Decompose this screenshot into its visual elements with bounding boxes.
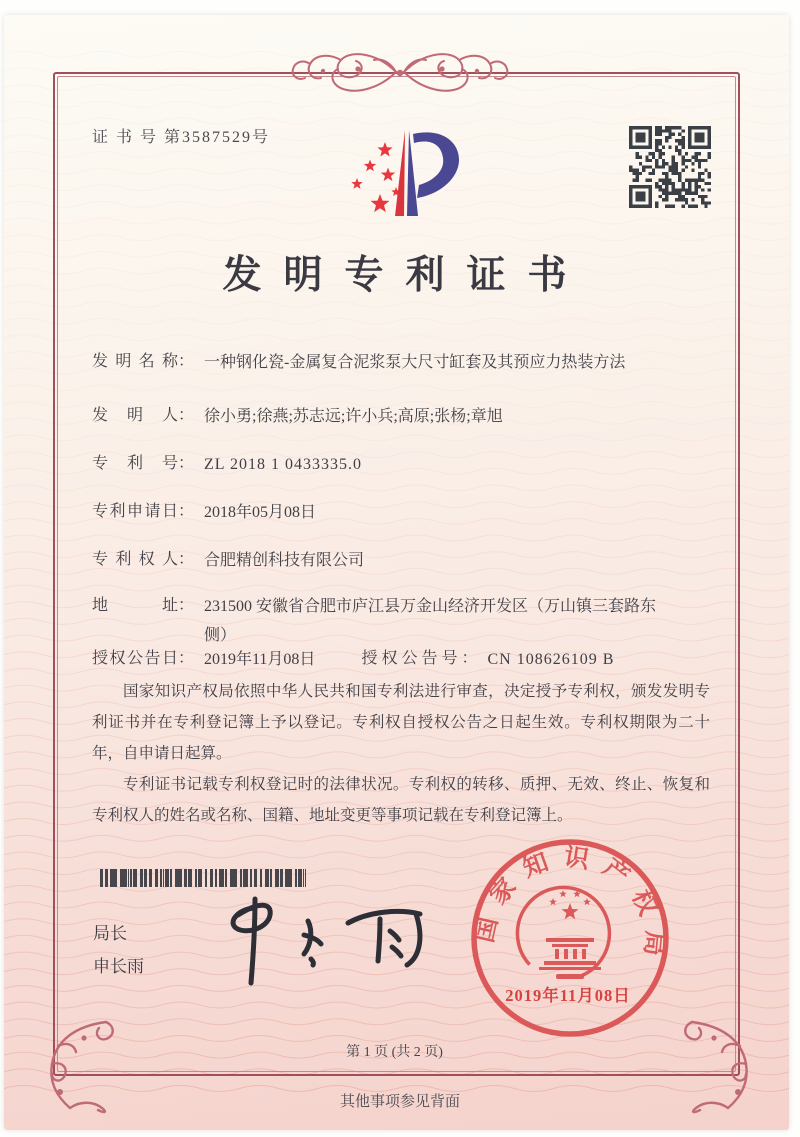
- barcode: [100, 869, 306, 887]
- certificate-number: 证 书 号 第3587529号: [92, 129, 271, 146]
- qr-code: [629, 126, 711, 208]
- field-value: 一种钢化瓷-金属复合泥浆泵大尺寸缸套及其预应力热装方法: [204, 354, 626, 371]
- signer-block: [93, 917, 144, 983]
- field-row-patentee: [92, 546, 717, 575]
- seal-date: 2019年11月08日: [505, 986, 631, 1005]
- cnipa-logo: [333, 124, 485, 228]
- back-side-note: 其他事项参见背面: [339, 1094, 460, 1110]
- legal-paragraph: 国家知识产权局依照中华人民共和国专利法进行审查，决定授予专利权，颁发发明专利证书并在专利登记簿上予以登记。专利权自授权公告之日起生效。专利权期限为二十年，自申请日起算。: [92, 683, 710, 762]
- signer-title: 局长: [93, 924, 127, 943]
- field-label: 授权公告日: [92, 650, 178, 667]
- field-value: 合肥精创科技有限公司: [204, 552, 365, 569]
- field-value: ZL 2018 1 0433335.0: [204, 456, 362, 473]
- field-label: 专利号: [92, 455, 178, 472]
- field-colon: ：: [178, 650, 195, 667]
- field-row-inventors: [92, 402, 717, 431]
- field-row-invention-name: [92, 348, 717, 377]
- field-colon: ：: [461, 650, 478, 667]
- field-colon: ：: [178, 455, 195, 472]
- field-label: 地址: [92, 597, 178, 614]
- field-row-address: [92, 592, 717, 650]
- field-colon: ：: [178, 597, 195, 614]
- field-label: 专利权人: [92, 551, 178, 568]
- field-label: 专利申请日: [92, 503, 178, 520]
- logo-p-bowl: [413, 132, 459, 198]
- logo-red-wedge: [395, 130, 405, 216]
- field-colon: ：: [178, 503, 195, 520]
- field-colon: ：: [178, 551, 195, 568]
- seal-org-text: 国家知识产权局: [471, 843, 669, 970]
- certificate-title: 发明专利证书: [222, 254, 589, 297]
- field-row-patent-number: [92, 450, 717, 479]
- field-value: 2019年11月08日: [204, 651, 316, 668]
- field-label: 授权公告号: [361, 650, 462, 667]
- signer-name: 申长雨: [93, 957, 144, 976]
- field-colon: ：: [178, 353, 195, 370]
- legal-text: [92, 676, 710, 831]
- field-row-grant-date-number: [92, 645, 717, 674]
- legal-paragraph: 专利证书记载专利权登记时的法律状况。专利权的转移、质押、无效、终止、恢复和专利权人的姓名或名称、国籍、地址变更等事项记载在专利登记簿上。: [92, 776, 710, 824]
- page-number: 第 1 页 (共 2 页): [346, 1045, 443, 1060]
- field-label: 发明人: [92, 407, 178, 424]
- field-colon: ：: [178, 407, 195, 424]
- field-label: 发明名称: [92, 353, 178, 370]
- field-value: 2018年05月08日: [204, 504, 317, 521]
- field-value: 徐小勇;徐燕;苏志远;许小兵;高原;张杨;章旭: [204, 408, 503, 425]
- logo-purple-wedge: [407, 130, 418, 216]
- field-row-filing-date: [92, 498, 717, 527]
- field-value: 231500 安徽省合肥市庐江县万金山经济开发区（万山镇三套路东侧）: [204, 598, 657, 644]
- national-emblem-seal: [464, 832, 676, 1044]
- field-value: CN 108626109 B: [487, 651, 615, 668]
- handwritten-signature: [208, 893, 436, 989]
- top-scroll-ornament: [278, 42, 522, 106]
